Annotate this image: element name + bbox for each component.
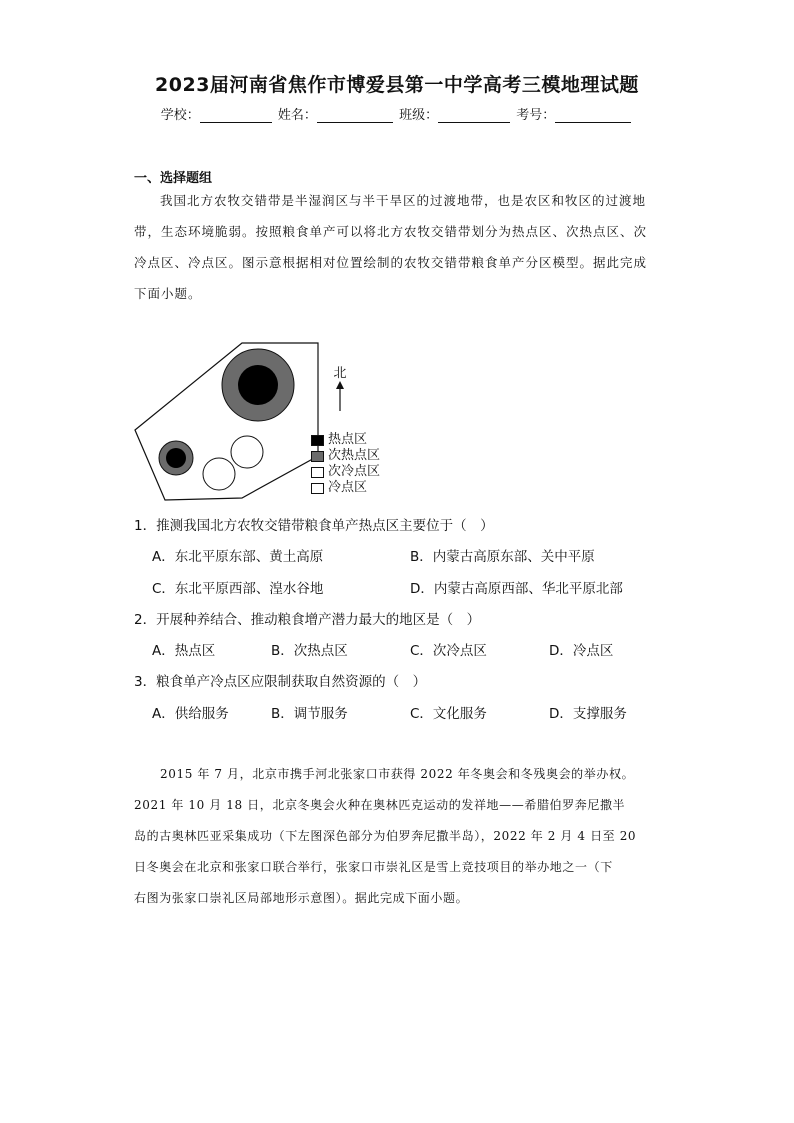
legend-label: 冷点区 [328,480,368,495]
passage-1 [134,185,664,309]
question-3-option-b[interactable]: B．调节服务 [271,706,348,722]
exam-number-blank [555,108,631,123]
legend-item-cold [311,480,380,496]
legend-label: 热点区 [328,432,368,447]
legend-label: 次冷点区 [328,464,381,479]
hot-zone-large [238,365,278,405]
name-blank [317,108,393,123]
passage-1-line: 带，生态环境脆弱。按照粮食单产可以将北方农牧交错带划分为热点区、次热点区、次 [134,224,648,239]
legend-item-secondary-hot [311,448,380,464]
passage-1-line: 我国北方农牧交错带是半湿润区与半干旱区的过渡地带，也是农区和牧区的过渡地 [160,193,647,208]
legend-swatch [311,451,324,462]
student-info-line [0,104,794,123]
school-label: 学校： [160,108,200,123]
passage-2-line: 日冬奥会在北京和张家口联合举行，张家口市崇礼区是雪上竞技项目的举办地之一（下 [134,860,613,874]
secondary-cold-zone-circle [231,436,263,468]
passage-2 [134,759,664,914]
question-3-option-c[interactable]: C．文化服务 [410,706,487,722]
question-1-stem: 1．推测我国北方农牧交错带粮食单产热点区主要位于（ ） [134,518,494,534]
cold-zone-circle [203,458,235,490]
exam-number-label: 考号： [516,108,556,123]
passage-2-line: 右图为张家口崇礼区局部地形示意图）。据此完成下面小题。 [134,891,469,905]
question-3-stem: 3．粮食单产冷点区应限制获取自然资源的（ ） [134,674,427,690]
legend-swatch [311,483,324,494]
question-2-stem: 2．开展种养结合、推动粮食增产潜力最大的地区是（ ） [134,612,481,628]
question-2-option-b[interactable]: B．次热点区 [271,643,348,659]
question-2-option-c[interactable]: C．次冷点区 [410,643,487,659]
legend-label: 次热点区 [328,448,381,463]
passage-1-line: 下面小题。 [134,286,202,301]
question-1-option-c[interactable]: C．东北平原西部、湟水谷地 [152,581,324,597]
figure-legend [311,432,380,496]
north-arrow-icon [330,381,350,411]
passage-1-line: 冷点区、冷点区。图示意根据相对位置绘制的农牧交错带粮食单产分区模型。据此完成 [134,255,648,270]
question-2-option-d[interactable]: D．冷点区 [549,643,614,659]
question-1-option-a[interactable]: A．东北平原东部、黄土高原 [152,549,324,565]
school-blank [200,108,272,123]
name-label: 姓名： [277,108,317,123]
legend-swatch [311,467,324,478]
question-3-option-d[interactable]: D．支撑服务 [549,706,627,722]
north-arrow [330,362,350,415]
question-3-option-a[interactable]: A．供给服务 [152,706,229,722]
legend-item-secondary-cold [311,464,380,480]
class-blank [438,108,510,123]
class-label: 班级： [399,108,439,123]
page-title: 2023届河南省焦作市博爱县第一中学高考三模地理试题 [155,74,639,96]
passage-2-line: 2021 年 10 月 18 日，北京冬奥会火种在奥林匹克运动的发祥地——希腊伯罗奔尼撒半 [134,798,626,812]
section-heading: 一、选择题组 [134,171,213,186]
north-label: 北 [333,366,347,381]
question-2-option-a[interactable]: A．热点区 [152,643,216,659]
question-1-option-b[interactable]: B．内蒙古高原东部、关中平原 [410,549,595,565]
legend-swatch [311,435,324,446]
hot-zone-small [166,448,186,468]
passage-2-line: 2015 年 7 月，北京市携手河北张家口市获得 2022 年冬奥会和冬残奥会的举办权。 [160,767,635,781]
passage-2-line: 岛的古奥林匹亚采集成功（下左图深色部分为伯罗奔尼撒半岛），2022 年 2 月 4 日至 20 [134,829,637,843]
question-1-option-d[interactable]: D．内蒙古高原西部、华北平原北部 [410,581,623,597]
legend-item-hot [311,432,380,448]
